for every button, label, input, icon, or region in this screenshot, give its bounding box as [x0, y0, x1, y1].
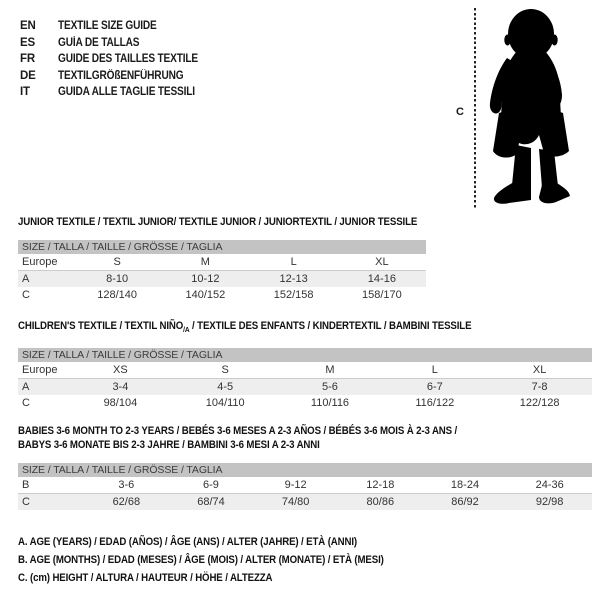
size-table — [18, 240, 426, 303]
row-label: Europe — [22, 364, 58, 377]
table-cell: 68/74 — [197, 496, 225, 508]
language-title: GUÍA DE TALLAS — [58, 36, 140, 49]
size-table-header-bar: SIZE / TALLA / TAILLE / GRÖSSE / TAGLIA — [18, 463, 592, 477]
table-cell: 92/98 — [535, 496, 564, 508]
size-table-section — [18, 424, 592, 510]
table-cell: 24-36 — [535, 479, 564, 491]
language-title: TEXTILGRÖßENFÜHRUNG — [58, 69, 184, 82]
table-cell: 6-7 — [426, 381, 443, 394]
language-code: DE — [20, 69, 36, 82]
table-cell: 9-12 — [284, 479, 307, 491]
table-cell: 10-12 — [191, 273, 220, 285]
table-cell: 110/116 — [310, 397, 350, 410]
language-list — [20, 18, 217, 101]
table-cell: M — [200, 256, 210, 268]
table-cell: 140/152 — [185, 289, 226, 301]
section-title-line — [18, 424, 523, 438]
table-cell: L — [431, 364, 438, 377]
table-cell: 7-8 — [531, 381, 548, 394]
table-cell: 122/128 — [519, 397, 560, 410]
table-cell: S — [113, 256, 121, 268]
legend-note: B. AGE (MONTHS) / EDAD (MESES) / ÂGE (MOIS) / ALTER (MONATE) / ETÀ (MESI) — [18, 554, 384, 566]
size-table — [18, 348, 592, 411]
toddler-silhouette-image — [486, 7, 592, 207]
table-cell: XL — [375, 256, 389, 268]
language-row — [20, 51, 217, 68]
table-row — [18, 477, 592, 494]
section-title-line — [18, 319, 523, 337]
language-row — [20, 68, 217, 85]
language-title: TEXTILE SIZE GUIDE — [58, 20, 157, 32]
table-cell: 86/92 — [451, 496, 479, 508]
language-title: GUIDA ALLE TAGLIE TESSILI — [58, 86, 195, 98]
row-label: Europe — [22, 256, 58, 268]
language-code: EN — [20, 20, 36, 32]
table-cell: 14-16 — [367, 273, 396, 285]
section-title-text: BABIES 3-6 MONTH TO 2-3 YEARS / BEBÉS 3-6 MESES A 2-3 AÑOS / BÉBÉS 3-6 MOIS À 2-3 ANS / — [18, 425, 458, 437]
table-cell: 128/140 — [97, 289, 137, 301]
table-row — [18, 271, 426, 287]
table-cell: 5-6 — [322, 381, 338, 394]
language-row — [20, 84, 217, 101]
row-label: A — [22, 273, 30, 285]
language-code: IT — [20, 86, 30, 98]
table-row — [18, 494, 592, 510]
table-cell: S — [221, 364, 229, 377]
section-title — [18, 424, 592, 452]
table-cell: 12-13 — [279, 273, 308, 285]
table-row — [18, 287, 426, 303]
table-cell: 116/122 — [415, 397, 455, 410]
table-cell: 8-10 — [106, 273, 129, 285]
section-title-text: CHILDREN'S TEXTILE / TEXTIL NIÑO — [18, 320, 184, 332]
legend-note: A. AGE (YEARS) / EDAD (AÑOS) / ÂGE (ANS) / ALTER (JAHRE) / ETÀ (ANNI) — [18, 536, 358, 548]
language-code: FR — [20, 53, 35, 65]
size-table-header-bar: SIZE / TALLA / TAILLE / GRÖSSE / TAGLIA — [18, 348, 592, 362]
section-title-text: JUNIOR TEXTILE / TEXTIL JUNIOR/ TEXTILE JUNIOR / JUNIORTEXTIL / JUNIOR TESSILE — [18, 216, 418, 228]
size-table-header-bar: SIZE / TALLA / TAILLE / GRÖSSE / TAGLIA — [18, 240, 426, 254]
section-title-line — [18, 215, 418, 229]
size-table-section — [18, 215, 426, 303]
table-row — [18, 379, 592, 395]
section-title-line — [18, 438, 523, 452]
language-row — [20, 18, 217, 35]
table-row — [18, 362, 592, 379]
section-title — [18, 215, 426, 229]
table-cell: M — [325, 364, 335, 377]
row-label: A — [22, 381, 30, 394]
height-measure-dotted-line — [474, 8, 476, 208]
table-cell: 4-5 — [217, 381, 234, 394]
size-table — [18, 463, 592, 510]
row-label: C — [22, 496, 30, 508]
table-cell: 3-4 — [112, 381, 129, 394]
table-cell: XS — [113, 364, 128, 377]
height-measure-label: C — [456, 106, 464, 118]
size-table-section — [18, 319, 592, 411]
table-cell: 12-18 — [366, 479, 395, 491]
row-label: C — [22, 397, 30, 410]
section-title-text: / TEXTILE DES ENFANTS / KINDERTEXTIL / BAMBINI TESSILE — [189, 320, 472, 332]
section-title-text: /A — [183, 325, 190, 335]
table-cell: 152/158 — [273, 289, 314, 301]
table-cell: 3-6 — [118, 479, 135, 491]
table-row — [18, 254, 426, 271]
language-title: GUIDE DES TAILLES TEXTILE — [58, 53, 198, 65]
language-code: ES — [20, 36, 35, 49]
table-cell: 18-24 — [450, 479, 480, 491]
section-title — [18, 319, 592, 337]
section-title-text: BABYS 3-6 MONATE BIS 2-3 JAHRE / BAMBINI 3-6 MESI A 2-3 ANNI — [18, 439, 320, 451]
language-row — [20, 35, 217, 52]
legend-notes — [18, 533, 434, 587]
table-cell: XL — [532, 364, 547, 377]
table-row — [18, 395, 592, 411]
row-label: B — [22, 479, 30, 491]
table-cell: 62/68 — [112, 496, 141, 508]
legend-note: C. (cm) HEIGHT / ALTURA / HAUTEUR / HÖHE / ALTEZZA — [18, 572, 273, 584]
table-cell: 6-9 — [203, 479, 219, 491]
table-cell: 80/86 — [366, 496, 395, 508]
table-cell: 104/110 — [205, 397, 245, 410]
table-cell: 158/170 — [361, 289, 402, 301]
table-cell: L — [290, 256, 297, 268]
table-cell: 74/80 — [281, 496, 310, 508]
table-cell: 98/104 — [103, 397, 138, 410]
row-label: C — [22, 289, 30, 301]
